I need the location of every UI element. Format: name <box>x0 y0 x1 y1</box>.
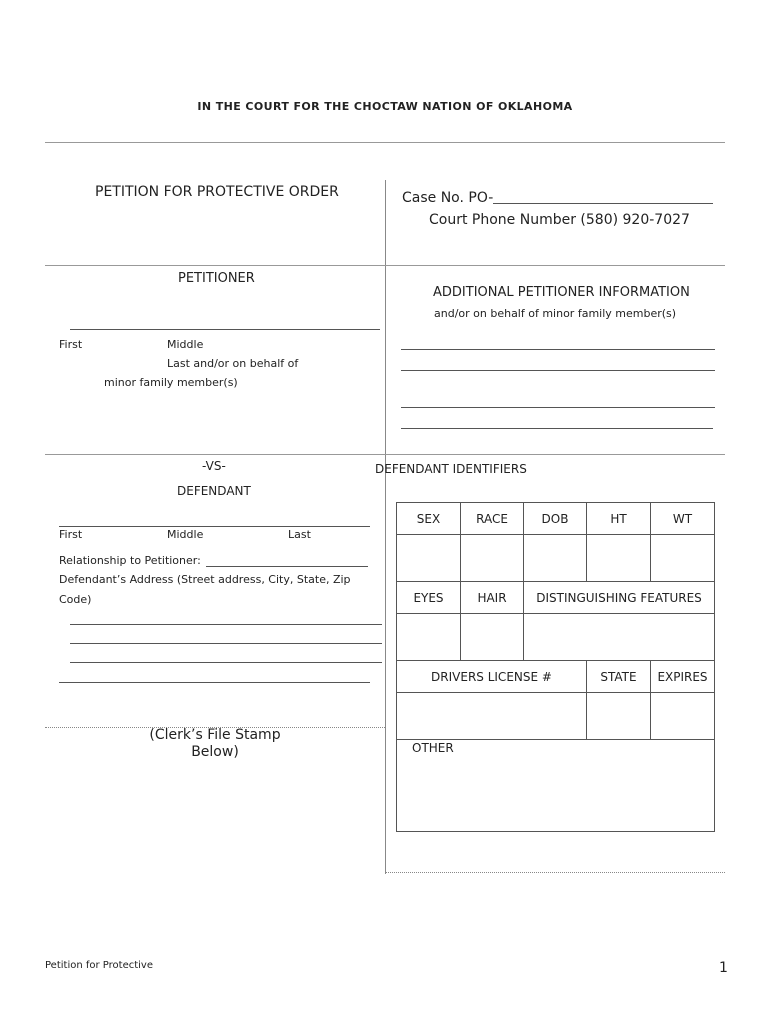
sex-header: SEX <box>397 503 461 535</box>
clerk-stamp-line-2: Below) <box>191 744 239 760</box>
additional-line-4[interactable] <box>401 428 713 429</box>
petitioner-heading: PETITIONER <box>178 271 255 286</box>
petition-title: PETITION FOR PROTECTIVE ORDER <box>95 184 339 200</box>
state-cell[interactable] <box>587 693 651 740</box>
petitioner-last-label-2: minor family member(s) <box>104 376 238 389</box>
relationship-line[interactable] <box>206 566 368 567</box>
other-label: OTHER <box>412 741 454 755</box>
other-cell[interactable] <box>397 740 715 832</box>
additional-petitioner-heading: ADDITIONAL PETITIONER INFORMATION <box>433 285 690 300</box>
bottom-right-divider <box>385 872 725 873</box>
wt-cell[interactable] <box>651 535 715 582</box>
address-line-3[interactable] <box>70 662 382 663</box>
section-divider-1 <box>45 265 725 266</box>
additional-line-3[interactable] <box>401 407 715 408</box>
wt-header: WT <box>651 503 715 535</box>
race-header: RACE <box>461 503 524 535</box>
defendant-address-label-2: Code) <box>59 593 92 606</box>
address-line-4[interactable] <box>59 682 370 683</box>
footer-text: Petition for Protective <box>45 960 153 971</box>
case-number-line[interactable] <box>493 203 713 204</box>
additional-line-2[interactable] <box>401 370 715 371</box>
defendant-first-label: First <box>59 528 83 541</box>
defendant-heading: DEFENDANT <box>177 484 251 498</box>
additional-petitioner-sub: and/or on behalf of minor family member(s) <box>434 307 677 320</box>
expires-cell[interactable] <box>651 693 715 740</box>
petitioner-last-label: Last and/or on behalf of <box>167 357 299 370</box>
sex-cell[interactable] <box>397 535 461 582</box>
defendant-identifiers-heading: DEFENDANT IDENTIFIERS <box>375 462 527 476</box>
section-divider-2 <box>45 454 725 455</box>
features-header: DISTINGUISHING FEATURES <box>524 582 715 614</box>
eyes-cell[interactable] <box>397 614 461 661</box>
address-line-1[interactable] <box>70 624 382 625</box>
address-line-2[interactable] <box>70 643 382 644</box>
hair-cell[interactable] <box>461 614 524 661</box>
expires-header: EXPIRES <box>651 661 715 693</box>
defendant-middle-label: Middle <box>167 528 204 541</box>
eyes-header: EYES <box>397 582 461 614</box>
defendant-name-line[interactable] <box>59 526 370 527</box>
petitioner-name-line[interactable] <box>70 329 380 330</box>
license-cell[interactable] <box>397 693 587 740</box>
header-divider <box>45 142 725 143</box>
court-title: IN THE COURT FOR THE CHOCTAW NATION OF OKLAHOMA <box>197 100 573 113</box>
ht-header: HT <box>587 503 651 535</box>
column-divider-top <box>385 180 386 874</box>
race-cell[interactable] <box>461 535 524 582</box>
dob-header: DOB <box>524 503 587 535</box>
dob-cell[interactable] <box>524 535 587 582</box>
clerk-stamp-label <box>45 727 385 761</box>
state-header: STATE <box>587 661 651 693</box>
defendant-last-label: Last <box>288 528 311 541</box>
hair-header: HAIR <box>461 582 524 614</box>
page-number: 1 <box>719 960 728 976</box>
clerk-stamp-line-1: (Clerk’s File Stamp <box>149 727 281 743</box>
petitioner-middle-label: Middle <box>167 338 204 351</box>
relationship-label: Relationship to Petitioner: <box>59 554 201 567</box>
defendant-address-label: Defendant’s Address (Street address, City, State, Zip <box>59 573 351 586</box>
license-header: DRIVERS LICENSE # <box>397 661 587 693</box>
vs-label: -VS- <box>202 459 226 473</box>
defendant-identifiers-table <box>396 502 715 832</box>
ht-cell[interactable] <box>587 535 651 582</box>
court-phone: Court Phone Number (580) 920-7027 <box>429 212 690 228</box>
case-number-label: Case No. PO- <box>402 190 494 206</box>
additional-line-1[interactable] <box>401 349 715 350</box>
petitioner-first-label: First <box>59 338 83 351</box>
features-cell[interactable] <box>524 614 715 661</box>
